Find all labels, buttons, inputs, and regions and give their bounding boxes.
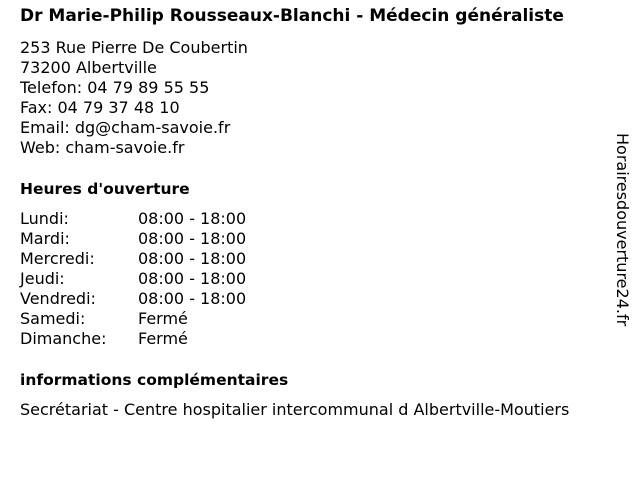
day-hours: 08:00 - 18:00 bbox=[138, 289, 247, 308]
day-label: Samedi: bbox=[20, 309, 86, 328]
listing-card bbox=[20, 6, 615, 420]
hours-row-lundi bbox=[20, 209, 615, 229]
phone-number[interactable]: Telefon: 04 79 89 55 55 bbox=[20, 78, 210, 97]
hours-row-vendredi bbox=[20, 289, 615, 309]
day-hours: 08:00 - 18:00 bbox=[138, 209, 247, 228]
day-label: Vendredi: bbox=[20, 289, 96, 308]
opening-hours-heading: Heures d'ouverture bbox=[20, 180, 190, 198]
additional-info-heading: informations complémentaires bbox=[20, 371, 289, 389]
opening-hours-table bbox=[20, 209, 615, 349]
day-hours: 08:00 - 18:00 bbox=[138, 269, 247, 288]
hours-row-jeudi bbox=[20, 269, 615, 289]
hours-row-mardi bbox=[20, 229, 615, 249]
hours-row-samedi bbox=[20, 309, 615, 329]
day-hours: 08:00 - 18:00 bbox=[138, 249, 247, 268]
day-label: Lundi: bbox=[20, 209, 69, 228]
page-title: Dr Marie-Philip Rousseaux-Blanchi - Médecin généraliste bbox=[20, 6, 564, 26]
site-watermark: Horairesdouverture24.fr bbox=[613, 133, 632, 327]
street-address: 253 Rue Pierre De Coubertin bbox=[20, 38, 248, 57]
fax-number: Fax: 04 79 37 48 10 bbox=[20, 98, 180, 117]
day-hours: 08:00 - 18:00 bbox=[138, 229, 247, 248]
day-label: Mercredi: bbox=[20, 249, 95, 268]
day-label: Dimanche: bbox=[20, 329, 107, 348]
day-label: Mardi: bbox=[20, 229, 70, 248]
hours-row-dimanche bbox=[20, 329, 615, 349]
day-label: Jeudi: bbox=[20, 269, 65, 288]
day-hours: Fermé bbox=[138, 329, 188, 348]
website-link[interactable]: Web: cham-savoie.fr bbox=[20, 138, 185, 157]
city-address: 73200 Albertville bbox=[20, 58, 157, 77]
contact-block bbox=[20, 38, 615, 158]
additional-info-text: Secrétariat - Centre hospitalier intercommunal d Albertville-Moutiers bbox=[20, 400, 570, 419]
day-hours: Fermé bbox=[138, 309, 188, 328]
hours-row-mercredi bbox=[20, 249, 615, 269]
email-address[interactable]: Email: dg@cham-savoie.fr bbox=[20, 118, 231, 137]
